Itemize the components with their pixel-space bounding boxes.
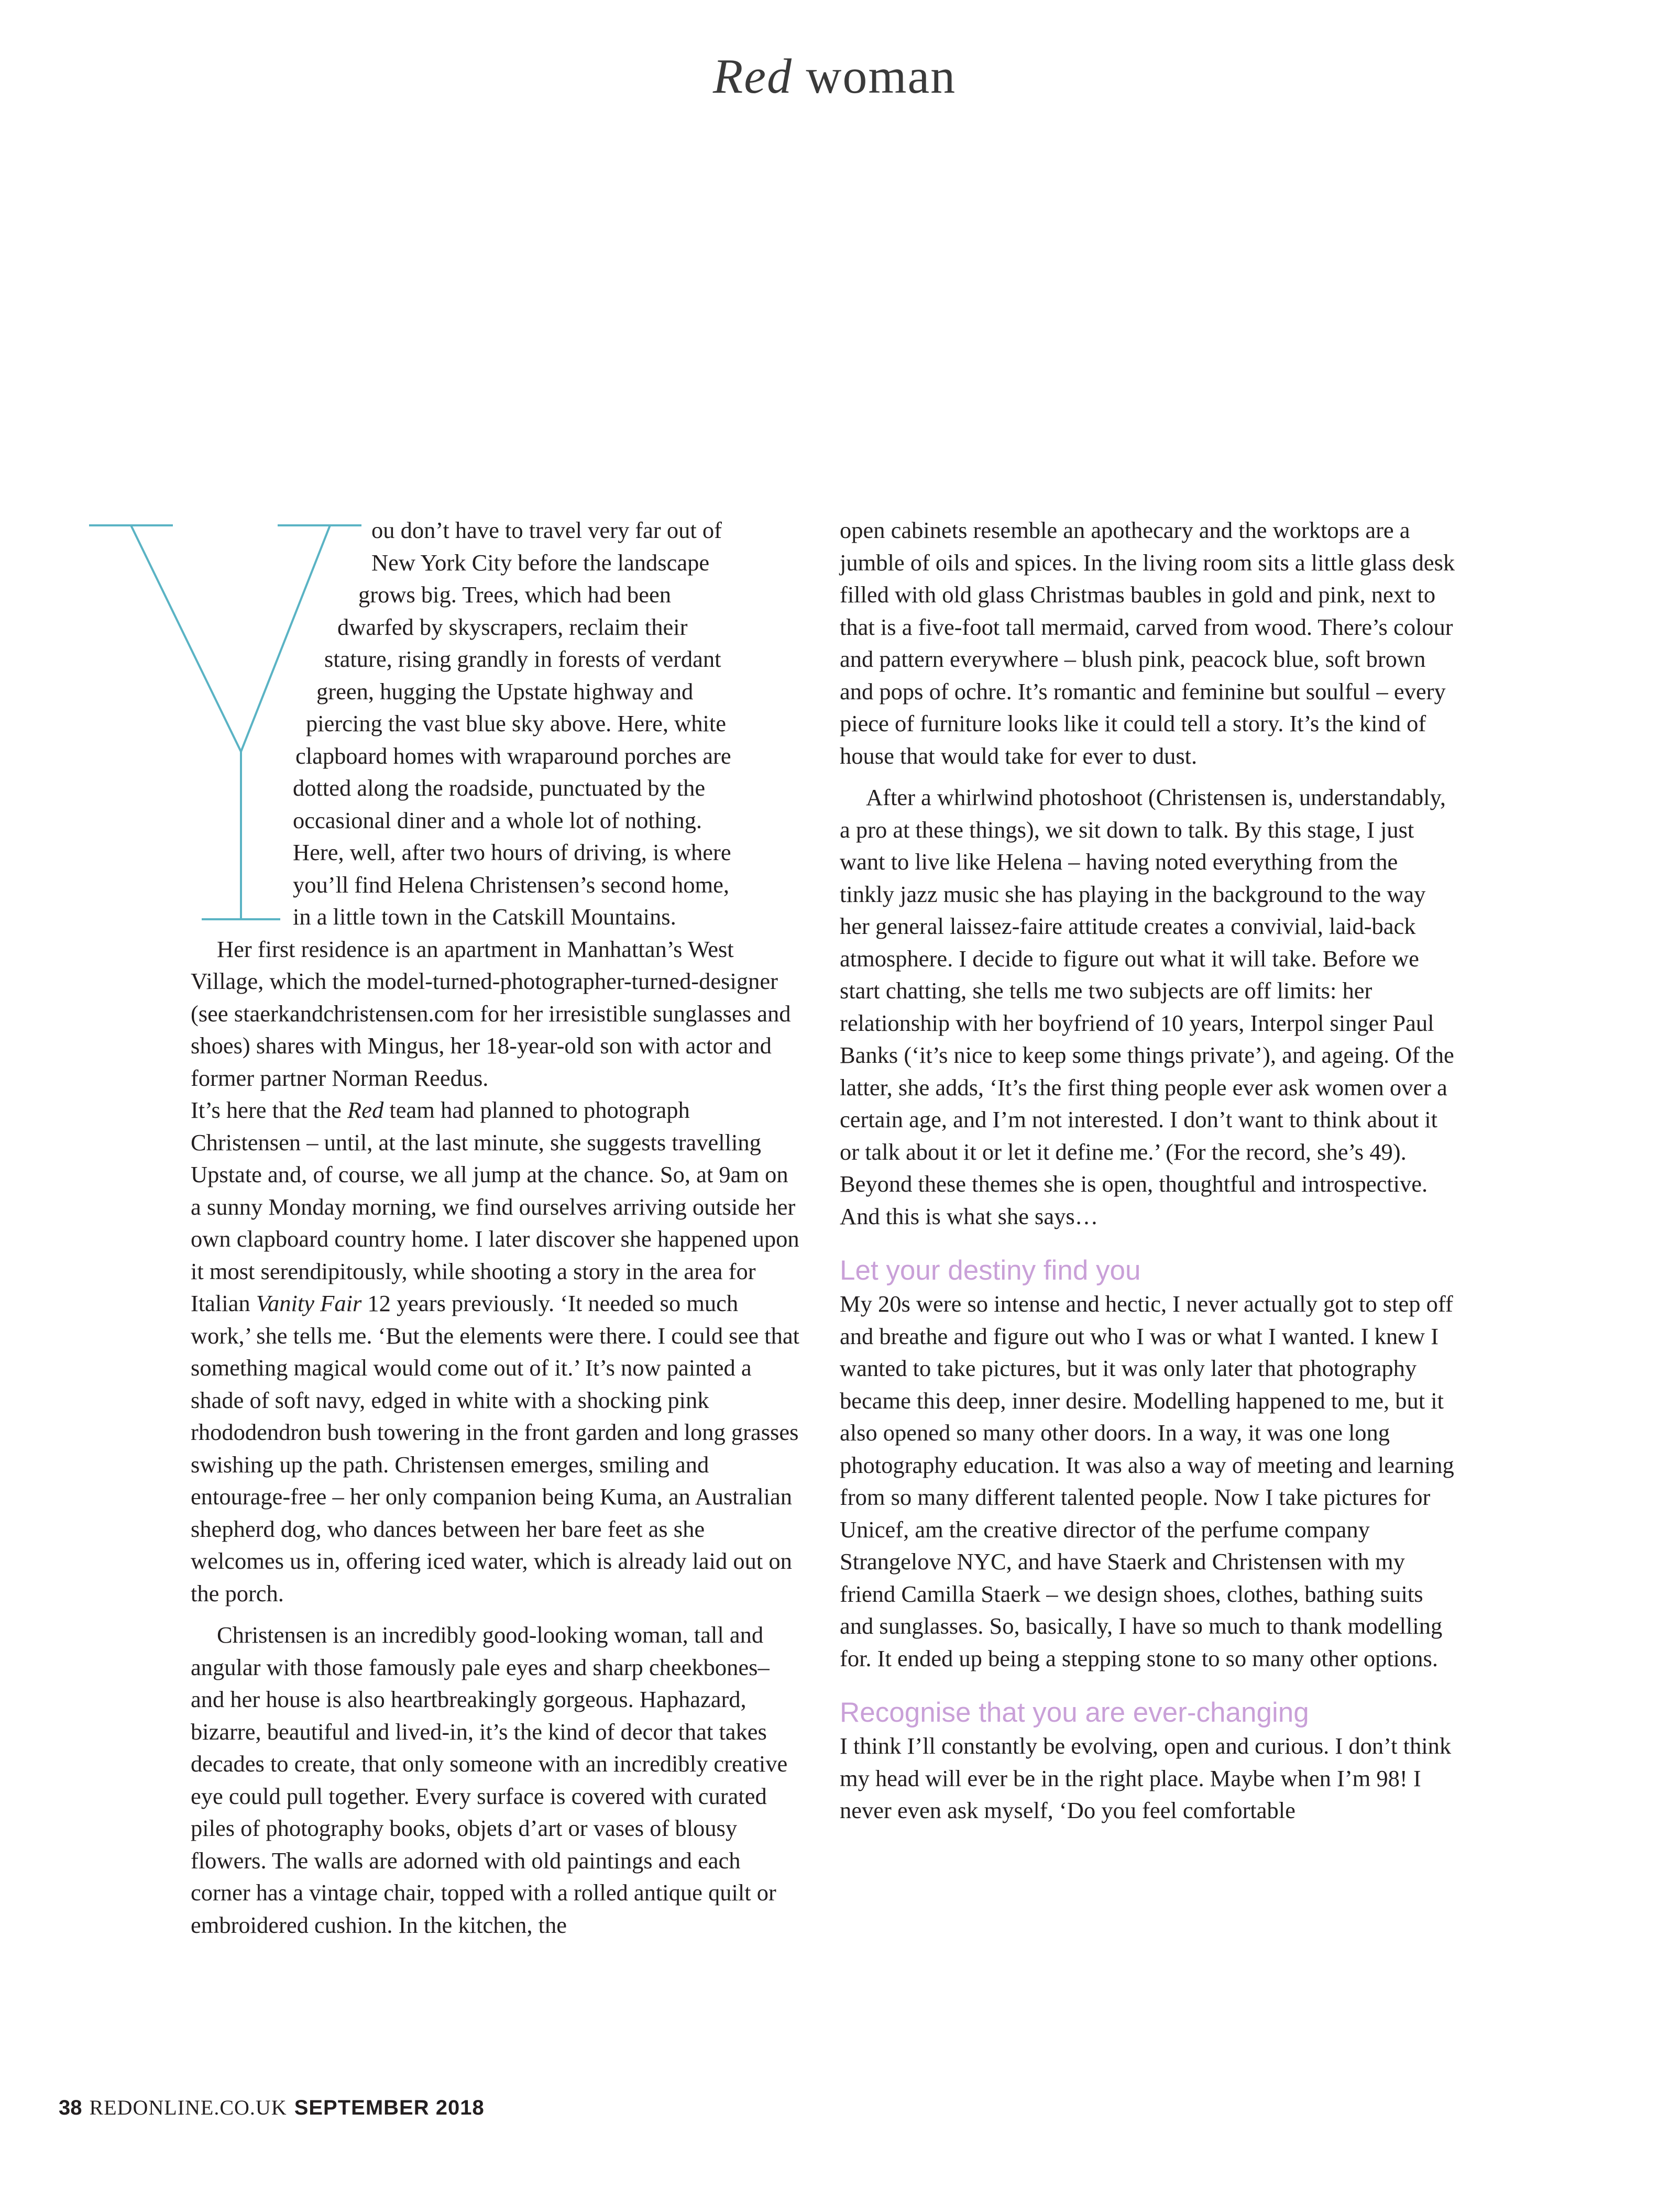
page-footer [59, 2095, 485, 2120]
paragraph-evolving: I think I’ll constantly be evolving, open and curious. I don’t think my head will ever be in the right place. Maybe when I’m 98! I never even ask myself, ‘Do you feel comfortable [840, 1733, 1452, 1823]
intro-line: ou don’t have to travel very far out of [371, 517, 722, 543]
paragraph-photoshoot: After a whirlwind photoshoot (Christensen is, understandably, a pro at these things), we sit down to talk. By this stage, I just want to live like Helena – having noted everything from the tinkly jazz music she has playing in the background to the way her general laissez-faire attitude creates a convivial, laid-back atmosphere. I decide to figure out what it will take. Before we start chatting, she tells me two subjects are off limits: her relationship with her boyfriend of 10 years, Interpol singer Paul Banks (‘it’s nice to keep some things private’), and ageing. Of the latter, she adds, ‘It’s the first thing people ever ask women over a certain age, and I’m not interested. I don’t want to think about it or talk about it or let it define me.’ (For the record, she’s 49). Beyond these themes she is open, thoughtful and introspective. And this is what she says… [840, 784, 1454, 1229]
paragraph-residence: Her first residence is an apartment in Manhattan’s West Village, which the model-turned-photographer-turned-designer (see staerkandchristensen.com for her irresistible sunglasses and shoes) shares with Mingus, her 18-year-old son with actor and former partner Norman Reedus. [191, 936, 791, 1091]
paragraph-upstate [191, 1094, 804, 1610]
text-vanity-fair: Vanity Fair [256, 1290, 362, 1316]
intro-line: dotted along the roadside, punctuated by the [293, 775, 706, 801]
header-woman: woman [792, 49, 957, 104]
dropcap-letter: Y [89, 521, 90, 522]
section-header [0, 48, 1669, 105]
intro-line: New York City before the landscape [371, 549, 710, 576]
intro-line: green, hugging the Upstate highway and [316, 678, 694, 705]
intro-paragraph [191, 514, 804, 933]
page-number: 38 [59, 2096, 82, 2119]
right-column [840, 514, 1458, 1827]
text-run: 12 years previously. ‘It needed so much work,’ she tells me. ‘But the elements were there. I could see that something magical would come out of it.’ It’s now painted a shade of soft navy, edged in white with a shocking pink rhododendron bush towering in the front garden and long grasses swishing up the path. Christensen emerges, smiling and entourage-free – her only companion being Kuma, an Australian shepherd dog, who dances between her bare feet as she welcomes us in, offering iced water, which is already laid out on the porch. [191, 1290, 799, 1606]
paragraph-kitchen: open cabinets resemble an apothecary and the worktops are a jumble of oils and spices. In the living room sits a little glass desk filled with old glass Christmas baubles in gold and pink, next to that is a five-foot tall mermaid, carved from wood. There’s colour and pattern everywhere – blush pink, peacock blue, soft brown and pops of ochre. It’s romantic and feminine but soulful – every piece of furniture looks like it could tell a story. It’s the kind of house that would take for ever to dust. [840, 517, 1455, 769]
intro-line: clapboard homes with wraparound porches are [295, 742, 731, 769]
intro-line: piercing the vast blue sky above. Here, white [306, 710, 726, 736]
intro-line: stature, rising grandly in forests of verdant [324, 646, 721, 672]
text-red-italic: Red [347, 1097, 384, 1123]
intro-line: in a little town in the Catskill Mountains. [293, 904, 676, 930]
text-run: team had planned to photograph Christensen – until, at the last minute, she suggests travelling Upstate and, of course, we all jump at the chance. So, at 9am on a sunny Monday morning, we find ourselves arriving outside her own clapboard country home. I later discover she happened upon it most serendipitously, while shooting a story in the area for Italian [191, 1097, 799, 1316]
intro-line: you’ll find Helena Christensen’s second home, [293, 871, 729, 898]
intro-line: dwarfed by skyscrapers, reclaim their [337, 613, 688, 640]
left-column [191, 514, 804, 1941]
footer-site: REDONLINE.CO.UK [89, 2096, 287, 2119]
intro-line: grows big. Trees, which had been [358, 581, 671, 608]
intro-line: occasional diner and a whole lot of nothing. [293, 807, 702, 833]
intro-line: Here, well, after two hours of driving, is where [293, 839, 731, 865]
paragraph-house: Christensen is an incredibly good-looking woman, tall and angular with those famously pale eyes and sharp cheekbones– and her house is also heartbreakingly gorgeous. Haphazard, bizarre, beautiful and lived-in, it’s the kind of decor that takes decades to create, that only someone with an incredibly creative eye could pull together. Every surface is covered with curated piles of photography books, objets d’art or vases of blousy flowers. The walls are adorned with old paintings and each corner has a vintage chair, topped with a rolled antique quilt or embroidered cushion. In the kitchen, the [191, 1622, 788, 1938]
subhead-ever-changing: Recognise that you are ever-changing [840, 1697, 1309, 1728]
text-run: It’s here that the [191, 1097, 348, 1123]
header-red: Red [712, 49, 793, 104]
subhead-destiny: Let your destiny find you [840, 1255, 1141, 1286]
footer-date: SEPTEMBER 2018 [294, 2096, 485, 2119]
paragraph-20s: My 20s were so intense and hectic, I never actually got to step off and breathe and figure out who I was or what I wanted. I knew I wanted to take pictures, but it was only later that photography became this deep, inner desire. Modelling happened to me, but it also opened so many other doors. In a way, it was one long photography education. It was also a way of meeting and learning from so many different talented people. Now I take pictures for Unicef, am the creative director of the perfume company Strangelove NYC, and have Staerk and Christensen with my friend Camilla Staerk – we design shoes, clothes, bathing suits and sunglasses. So, basically, I have so much to thank modelling for. It ended up being a stepping stone to so many other options. [840, 1291, 1454, 1671]
